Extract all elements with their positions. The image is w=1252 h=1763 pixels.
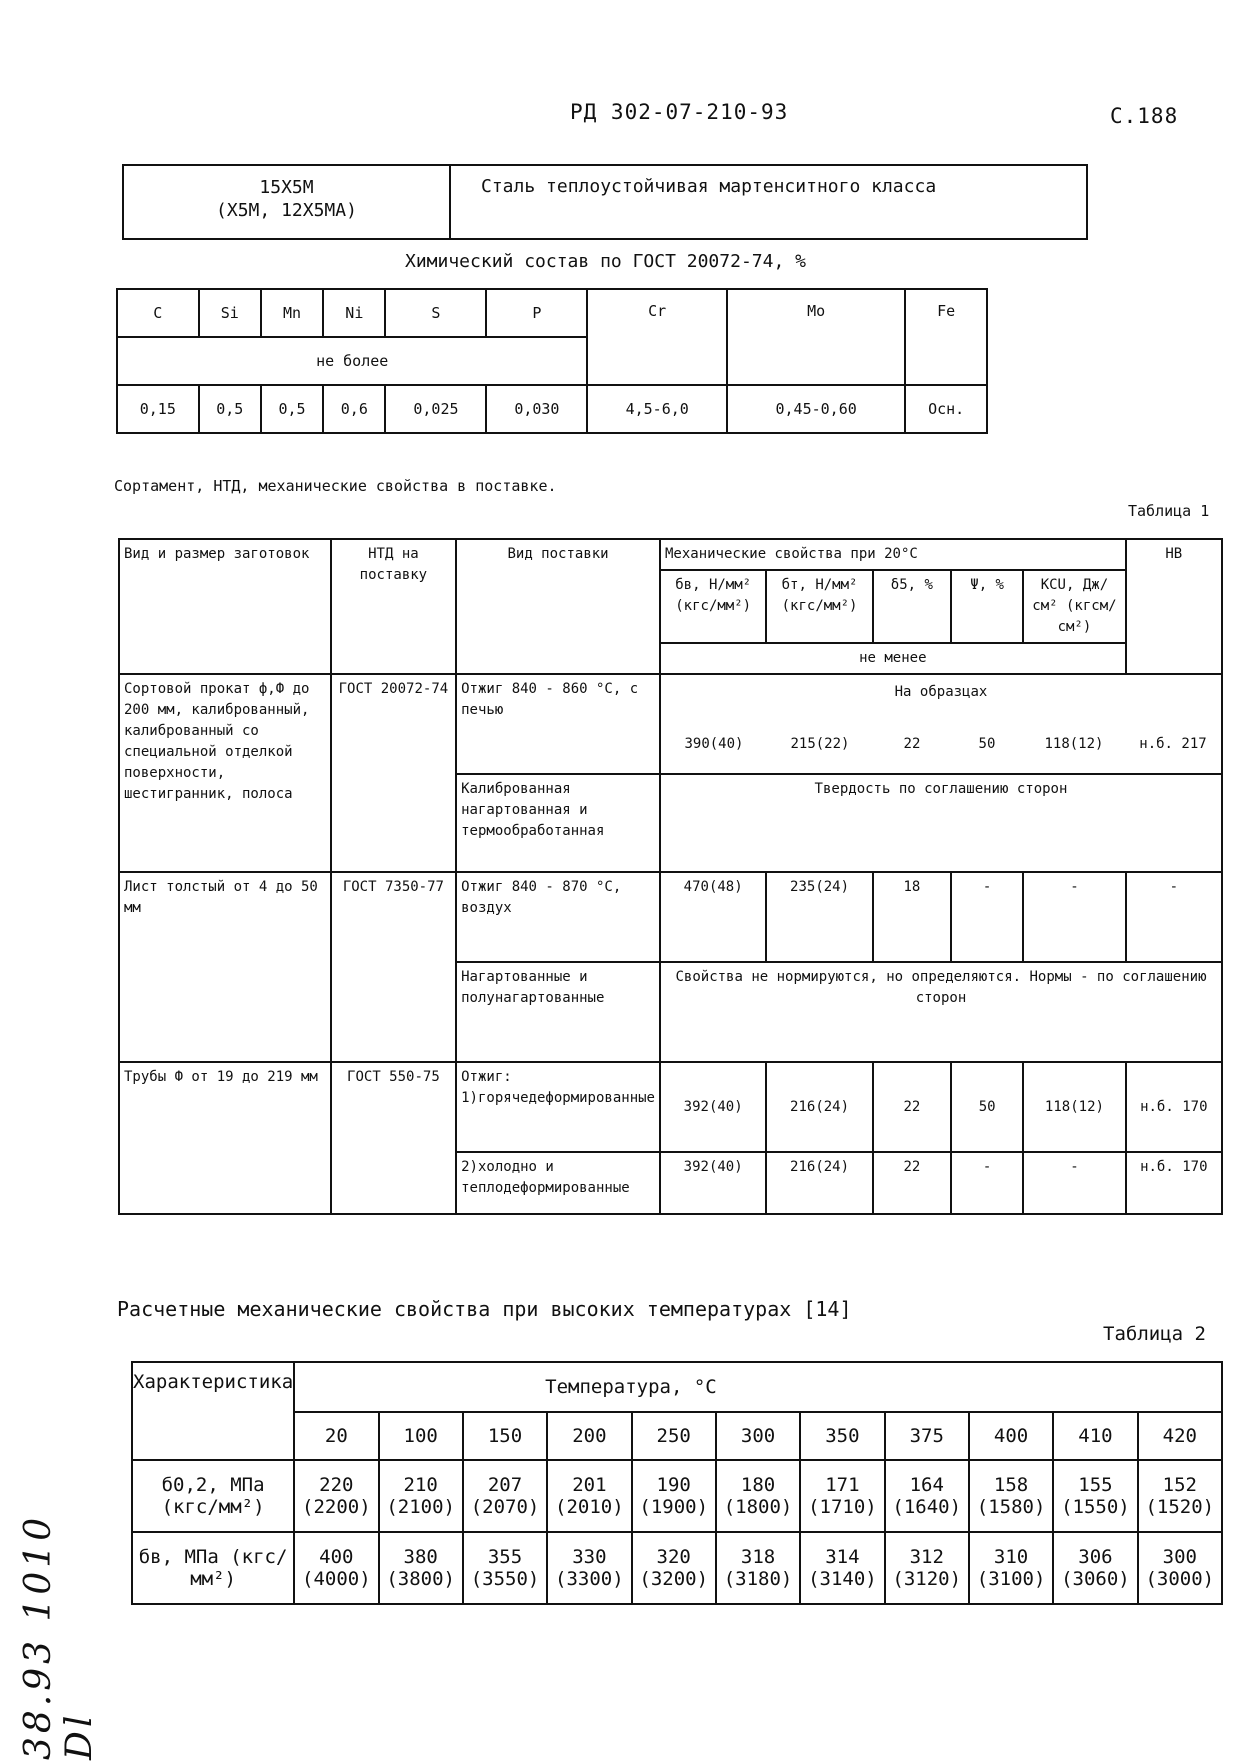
t2-cell <box>294 1532 378 1604</box>
t2-kgs: (2200) <box>302 1496 371 1518</box>
t2-temp: 420 <box>1138 1412 1222 1460</box>
chem-header: Mn <box>261 289 323 337</box>
t1-value: - <box>1023 872 1125 962</box>
t1-value: 18 <box>873 872 951 962</box>
t2-row-label: б0,2, МПа (кгс/мм²) <box>132 1460 294 1532</box>
chem-header: S <box>385 289 486 337</box>
t1-supply-cell: Нагартованные и полунагартованные <box>456 962 660 1062</box>
steel-grade-cell <box>123 165 450 239</box>
t2-row-label: бв, МПа (кгс/мм²) <box>132 1532 294 1604</box>
chem-header: Mo <box>727 289 905 385</box>
t2-mpa: 320 <box>656 1546 691 1568</box>
chem-value: 0,45-0,60 <box>727 385 905 433</box>
chem-value: 0,5 <box>261 385 323 433</box>
t2-kgs: (3140) <box>808 1568 877 1590</box>
t2-cell <box>632 1532 716 1604</box>
t2-cell <box>1053 1460 1137 1532</box>
t1-note: На образцах <box>894 684 988 700</box>
t1-value: - <box>1023 1152 1125 1214</box>
t2-mpa: 171 <box>825 1474 860 1496</box>
t2-kgs: (3100) <box>976 1568 1046 1590</box>
t2-cell <box>547 1460 631 1532</box>
steel-grade: 15Х5М <box>259 177 314 198</box>
t1-value: 22 <box>873 1152 951 1214</box>
chem-limit-note: не более <box>117 337 587 385</box>
t2-kgs: (3200) <box>639 1568 709 1590</box>
chem-value: 0,6 <box>323 385 385 433</box>
t2-cell <box>1053 1532 1137 1604</box>
t1-row1-values <box>660 674 1222 774</box>
t2-temperature-row <box>132 1412 1222 1460</box>
t2-kgs: (3550) <box>470 1568 540 1590</box>
t2-cell <box>379 1460 463 1532</box>
chem-caption: Химический состав по ГОСТ 20072-74, % <box>405 251 806 272</box>
t2-cell <box>969 1532 1053 1604</box>
t1-value: 390(40) <box>684 735 744 752</box>
t2-cell <box>800 1460 884 1532</box>
t1-note: Твердость по соглашению сторон <box>660 774 1222 872</box>
table1 <box>118 538 1223 1215</box>
t2-kgs: (2100) <box>386 1496 455 1518</box>
t2-mpa: 201 <box>572 1474 607 1496</box>
chem-value: 4,5-6,0 <box>587 385 727 433</box>
t1-ntd-cell: ГОСТ 550-75 <box>331 1062 456 1214</box>
t1-value: - <box>951 1152 1023 1214</box>
t2-kgs: (3000) <box>1145 1568 1215 1590</box>
handwritten-signature: 38.93 1010 Dl <box>18 1513 100 1760</box>
chem-header: Fe <box>905 289 987 385</box>
t2-temp: 200 <box>547 1412 631 1460</box>
table2-section-caption: Расчетные механические свойства при высоких температурах [14] <box>117 1297 852 1321</box>
t2-header-temperature: Температура, °С <box>294 1362 1222 1412</box>
t2-cell <box>463 1460 547 1532</box>
t2-mpa: 355 <box>487 1546 523 1568</box>
t2-kgs: (2070) <box>470 1496 540 1518</box>
t2-mpa: 330 <box>572 1546 607 1568</box>
chem-header: Cr <box>587 289 727 385</box>
t2-mpa: 207 <box>487 1474 523 1496</box>
t1-value: - <box>951 872 1023 962</box>
t1-kind-cell: Сортовой прокат ф,Ф до 200 мм, калиброванный, калиброванный со специальной отделкой поверхности, шестигранник, полоса <box>119 674 331 872</box>
t2-cell <box>716 1460 800 1532</box>
t2-kgs: (4000) <box>302 1568 371 1590</box>
steel-grade-aliases: (Х5М, 12Х5МА) <box>216 200 357 221</box>
t2-kgs: (3120) <box>892 1568 962 1590</box>
t2-kgs: (3300) <box>555 1568 624 1590</box>
t2-mpa: 306 <box>1078 1546 1113 1568</box>
t1-supply-cell: Отжиг 840 - 860 °С, с печью <box>456 674 660 774</box>
chem-header: P <box>486 289 587 337</box>
t1-supply-cell: Калиброванная нагартованная и термообработанная <box>456 774 660 872</box>
t2-temp: 100 <box>379 1412 463 1460</box>
table1-section-caption: Сортамент, НТД, механические свойства в поставке. <box>114 477 557 495</box>
chem-header: Si <box>199 289 261 337</box>
t2-mpa: 380 <box>403 1546 438 1568</box>
t1-supply-cell: Отжиг: 1)горячедеформированные <box>456 1062 660 1152</box>
t2-temp: 410 <box>1053 1412 1137 1460</box>
t2-kgs: (1640) <box>892 1496 962 1518</box>
t2-cell <box>885 1460 969 1532</box>
t1-header-delta5: δ5, % <box>873 570 951 643</box>
t2-temp: 20 <box>294 1412 378 1460</box>
table2-label: Таблица 2 <box>1103 1323 1206 1345</box>
t1-header-sigma-b: бв, Н/мм² (кгс/мм²) <box>660 570 766 643</box>
chem-value: Осн. <box>905 385 987 433</box>
t2-cell <box>716 1532 800 1604</box>
t2-kgs: (3060) <box>1061 1568 1130 1590</box>
t2-kgs: (1800) <box>723 1496 793 1518</box>
page-number: С.188 <box>1110 104 1179 128</box>
t2-temp: 350 <box>800 1412 884 1460</box>
t2-temp: 300 <box>716 1412 800 1460</box>
t2-kgs: (3800) <box>386 1568 455 1590</box>
steel-description: Сталь теплоустойчивая мартенситного класса <box>450 165 1087 239</box>
t2-kgs: (1900) <box>639 1496 709 1518</box>
t2-kgs: (1710) <box>808 1496 877 1518</box>
t2-mpa: 164 <box>909 1474 944 1496</box>
t1-value: 50 <box>951 1062 1023 1152</box>
t1-header-sigma-t: бт, Н/мм² (кгс/мм²) <box>766 570 872 643</box>
t2-mpa: 210 <box>403 1474 438 1496</box>
t2-cell <box>800 1532 884 1604</box>
t1-value: 216(24) <box>766 1152 872 1214</box>
t1-value: 235(24) <box>766 872 872 962</box>
t1-value: 22 <box>903 735 921 752</box>
t1-ntd-cell: ГОСТ 7350-77 <box>331 872 456 1062</box>
t1-header-psi: Ψ, % <box>951 570 1023 643</box>
t2-temp: 150 <box>463 1412 547 1460</box>
t1-value: 215(22) <box>790 735 850 752</box>
document-code: РД 302-07-210-93 <box>570 100 789 124</box>
t2-kgs: (2010) <box>555 1496 624 1518</box>
t1-kind-cell: Трубы Ф от 19 до 219 мм <box>119 1062 331 1214</box>
t2-kgs: (1550) <box>1061 1496 1130 1518</box>
t2-mpa: 152 <box>1162 1474 1197 1496</box>
t2-cell <box>1138 1460 1222 1532</box>
t2-cell <box>463 1532 547 1604</box>
t2-cell <box>547 1532 631 1604</box>
t2-row-yield <box>132 1460 1222 1532</box>
material-title-box <box>122 164 1088 240</box>
t2-temp: 375 <box>885 1412 969 1460</box>
t1-value: 216(24) <box>766 1062 872 1152</box>
table2 <box>131 1361 1223 1605</box>
t1-header-kcu: KCU, Дж/см² (кгсм/см²) <box>1023 570 1125 643</box>
t1-supply-cell: 2)холодно и теплодеформированные <box>456 1152 660 1214</box>
chem-header: C <box>117 289 199 337</box>
t1-value: 470(48) <box>660 872 766 962</box>
t1-header-ntd: НТД на поставку <box>331 539 456 674</box>
t1-value: 118(12) <box>1023 1062 1125 1152</box>
chem-table <box>116 288 988 434</box>
t2-kgs: (3180) <box>723 1568 793 1590</box>
chem-value: 0,15 <box>117 385 199 433</box>
t1-header-supply: Вид поставки <box>456 539 660 674</box>
t2-cell <box>969 1460 1053 1532</box>
t2-temp: 400 <box>969 1412 1053 1460</box>
t1-supply-cell: Отжиг 840 - 870 °С, воздух <box>456 872 660 962</box>
chem-value: 0,030 <box>486 385 587 433</box>
t1-value: 22 <box>873 1062 951 1152</box>
t2-mpa: 180 <box>740 1474 776 1496</box>
t2-kgs: (1520) <box>1145 1496 1215 1518</box>
t2-mpa: 300 <box>1162 1546 1197 1568</box>
t2-mpa: 318 <box>740 1546 776 1568</box>
t2-mpa: 155 <box>1078 1474 1113 1496</box>
t1-value: 118(12) <box>1044 735 1104 752</box>
t2-cell <box>885 1532 969 1604</box>
t2-cell <box>379 1532 463 1604</box>
table1-label: Таблица 1 <box>1128 502 1210 520</box>
t1-value: 50 <box>978 735 996 752</box>
t2-mpa: 314 <box>825 1546 860 1568</box>
t2-cell <box>294 1460 378 1532</box>
t1-header-kind: Вид и размер заготовок <box>119 539 331 674</box>
t1-header-min: не менее <box>660 643 1126 674</box>
t1-value: н.б. 217 <box>1139 735 1207 752</box>
t2-cell <box>632 1460 716 1532</box>
t2-mpa: 312 <box>909 1546 944 1568</box>
t1-value: н.б. 170 <box>1126 1152 1222 1214</box>
t1-kind-cell: Лист толстый от 4 до 50 мм <box>119 872 331 1062</box>
t2-mpa: 400 <box>319 1546 354 1568</box>
t2-mpa: 310 <box>993 1546 1029 1568</box>
t2-temp: 250 <box>632 1412 716 1460</box>
t1-header-hb: НВ <box>1126 539 1222 674</box>
t1-value: 392(40) <box>660 1062 766 1152</box>
chem-value: 0,5 <box>199 385 261 433</box>
t2-cell <box>1138 1532 1222 1604</box>
t1-value: - <box>1126 872 1222 962</box>
t1-value: н.б. 170 <box>1126 1062 1222 1152</box>
t1-ntd-cell: ГОСТ 20072-74 <box>331 674 456 872</box>
t2-row-tensile <box>132 1532 1222 1604</box>
t2-mpa: 158 <box>993 1474 1029 1496</box>
t1-note: Свойства не нормируются, но определяются. Нормы - по соглашению сторон <box>660 962 1222 1062</box>
t2-mpa: 220 <box>319 1474 354 1496</box>
chem-value: 0,025 <box>385 385 486 433</box>
t2-mpa: 190 <box>656 1474 691 1496</box>
t1-header-mech: Механические свойства при 20°С <box>660 539 1126 570</box>
t1-value: 392(40) <box>660 1152 766 1214</box>
t2-kgs: (1580) <box>976 1496 1046 1518</box>
chem-header: Ni <box>323 289 385 337</box>
t2-header-characteristic: Характеристика <box>132 1362 294 1460</box>
